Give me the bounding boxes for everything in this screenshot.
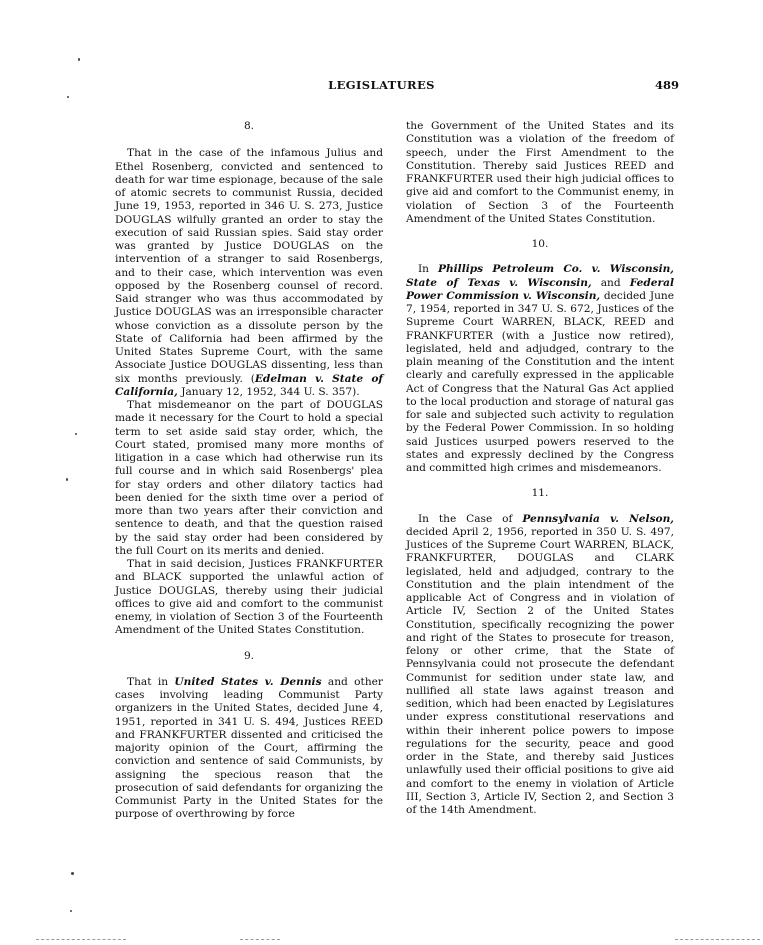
scan-speck xyxy=(67,96,69,98)
scan-speck xyxy=(75,433,77,435)
section-8-paragraph-2: That misdemeanor on the part of DOUGLAS made it necessary for the Court to hold a special term to set aside said stay order, which, the Court stated, promised many more months of litigation in a case which had otherwise run its full course and in which said Rosenbergs' plea for stay orders and other dilatory tactics had been denied for the sixth time over a period of more than two years after their conviction and sentence to death, and that the question raised by the said stay order had been considered by the full Court on its merits and denied. xyxy=(115,399,383,557)
scan-edge xyxy=(675,939,760,941)
page-number: 489 xyxy=(654,78,679,92)
text-run: and other cases involving leading Communist Party organizers in the United States, decided June 4, 1951, reported in 341 U. S. 494, Justices REED and FRANKFURTER dissented and criticised the majority opinion of the Court, affirming the conviction and sentence of said Communists, by assigning the specious reason that the prosecution of said defendants for organizing the Communist Party in the United States for the purpose of overthrowing by force xyxy=(115,675,383,821)
text-run: January 12, 1952, 344 U. S. 357). xyxy=(177,385,360,398)
right-column xyxy=(406,120,674,817)
case-citation: Phillips Petroleum Co. v. Wisconsin, State of Texas v. Wisconsin, xyxy=(406,263,674,289)
section-8-paragraph-1 xyxy=(115,147,383,399)
scan-speck xyxy=(70,910,72,912)
scan-speck xyxy=(71,872,74,875)
text-run: That in xyxy=(127,675,175,688)
text-run: In xyxy=(418,263,438,276)
page-header xyxy=(0,78,763,94)
scan-speck xyxy=(78,58,80,61)
text-run: That in the case of the infamous Julius and Ethel Rosenberg, convicted and sentenced to death for war time espionage, because of the sale of atomic secrets to communist Russia, decided June 19, 1953, reported in 346 U. S. 273, Justice DOUGLAS wilfully granted an order to stay the execution of said Russian spies. Said stay order was granted by Justice DOUGLAS on the intervention of a stranger to said Rosenbergs, and to their case, which intervention was even opposed by the Rosenberg counsel of record. Said stranger who was thus accommodated by Justice DOUGLAS was an irresponsible character whose conviction as a dissolute person by the State of California had been affirmed by the United States Supreme Court, with the same Associate Justice DOUGLAS dissenting, less than six months previously. ( xyxy=(115,147,383,385)
scan-edge xyxy=(36,939,126,941)
case-citation: Pennsylvania v. Nelson, xyxy=(522,512,674,525)
section-10-paragraph-1 xyxy=(406,263,674,475)
text-run: and xyxy=(591,276,630,289)
scan-speck xyxy=(66,478,68,481)
section-heading-10: 10. xyxy=(531,238,549,250)
case-citation: Federal Power Commission v. Wisconsin, xyxy=(406,276,674,302)
text-run: decided June 7, 1954, reported in 347 U. S. 672, Justices of the Supreme Court WARREN, BLACK, REED and FRANKFURTER (with a Justice now retired), legislated, held and adjudged, contrary to the plain meaning of the Constitution and the intent clearly and carefully expressed in the applicable Act of Congress that the Natural Gas Act applied to the local production and storage of natural gas for sale and subjected such activity to regulation by the Federal Power Commission. In so holding said Justices usurped powers reserved to the states and expressly declined by the Congress and committed high crimes and misdemeanors. xyxy=(406,289,674,474)
left-column xyxy=(115,120,383,822)
section-8-paragraph-3: That in said decision, Justices FRANKFURTER and BLACK supported the unlawful action of Justice DOUGLAS, thereby using their judicial offices to give aid and comfort to the communist enemy, in violation of Section 3 of the Fourteenth Amendment of the United States Constitution. xyxy=(115,558,383,637)
section-9-paragraph-1-continued: the Government of the United States and its Constitution was a violation of the freedom of speech, under the First Amendment to the Constitution. Thereby said Justices REED and FRANKFURTER used their high judicial offices to give aid and comfort to the Communist enemy, in violation of Section 3 of the Fourteenth Amendment of the United States Constitution. xyxy=(406,120,674,225)
section-heading-8: 8. xyxy=(243,120,255,132)
section-9-paragraph-1 xyxy=(115,676,383,822)
text-run: decided April 2, 1956, reported in 350 U. S. 497, Justices of the Supreme Court WARREN, BLACK, FRANKFURTER, DOUGLAS and CLARK legislated, held and adjudged, contrary to the Constitution and the plain intendment of the applicable Act of Congress and in violation of Article IV, Section 2 of the United States Constitution, specifically recognizing the power and right of the States to prosecute for treason, felony or other crime, that the State of Pennsylvania could not prosecute the defendant Communist for sedition under state law, and nullified all state laws against treason and sedition, which had been enacted by Legislatures under express constitutional reservations and within their inherent police powers to impose regulations for the security, peace and good order in the State, and thereby said Justices unlawfully used their official positions to give aid and comfort to the enemy in violation of Article III, Section 3, Article IV, Section 2, and Section 3 of the 14th Amendment. xyxy=(406,525,674,816)
case-citation: United States v. Dennis xyxy=(174,675,322,688)
running-title: LEGISLATURES xyxy=(328,78,435,92)
section-11-paragraph-1 xyxy=(406,513,674,818)
scan-edge xyxy=(240,939,280,941)
case-citation: Edelman v. State of California, xyxy=(115,372,383,398)
section-heading-11: 11. xyxy=(531,487,549,500)
section-heading-9: 9. xyxy=(243,649,255,662)
text-run: In the Case of xyxy=(418,512,523,525)
